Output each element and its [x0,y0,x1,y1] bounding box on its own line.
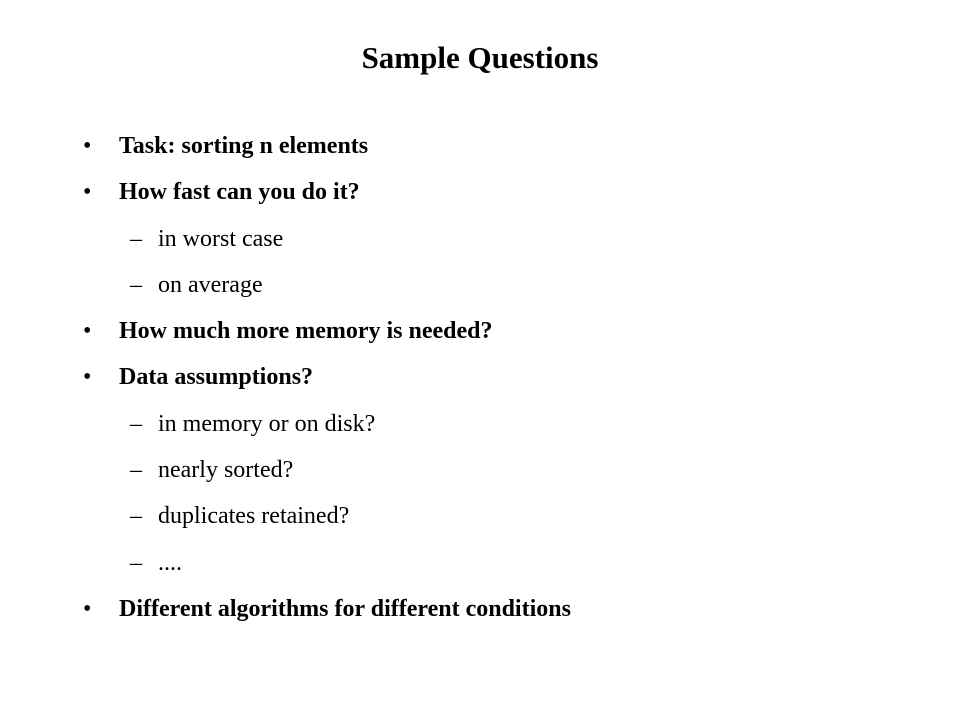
bullet-icon: • [83,179,92,206]
list-item-text: Data assumptions? [119,364,314,391]
list-item [0,172,960,218]
sub-list-item-text: .... [158,549,182,576]
dash-icon: – [130,271,142,298]
list-item-text: How fast can you do it? [119,179,360,206]
bullet-icon: • [83,133,92,159]
list-item [0,357,960,403]
slide-title: Sample Questions [361,40,599,75]
dash-icon: – [130,410,142,437]
sub-list-item-text: nearly sorted? [158,457,294,484]
dash-icon: – [130,549,142,576]
sub-list-item-text: in worst case [158,225,284,252]
list-item [0,126,960,172]
sub-list-item [0,265,960,311]
list-item [0,311,960,357]
sub-list-item [0,219,960,265]
bullet-icon: • [83,364,92,391]
sub-list-item [0,543,960,589]
list-item-text: Task: sorting n elements [119,133,369,159]
list-item-text: Different algorithms for different conditions [119,595,571,622]
bullet-icon: • [83,595,92,622]
bullet-icon: • [83,318,92,345]
sub-list-item [0,496,960,542]
bullet-list [0,126,960,635]
sub-list-item-text: on average [158,271,263,298]
dash-icon: – [130,225,142,252]
sub-list-item [0,404,960,450]
sub-list-item-text: in memory or on disk? [158,410,376,437]
dash-icon: – [130,503,142,530]
sub-list-item [0,450,960,496]
list-item-text: How much more memory is needed? [119,318,493,345]
sub-list-item-text: duplicates retained? [158,503,350,530]
dash-icon: – [130,457,142,484]
list-item [0,589,960,635]
